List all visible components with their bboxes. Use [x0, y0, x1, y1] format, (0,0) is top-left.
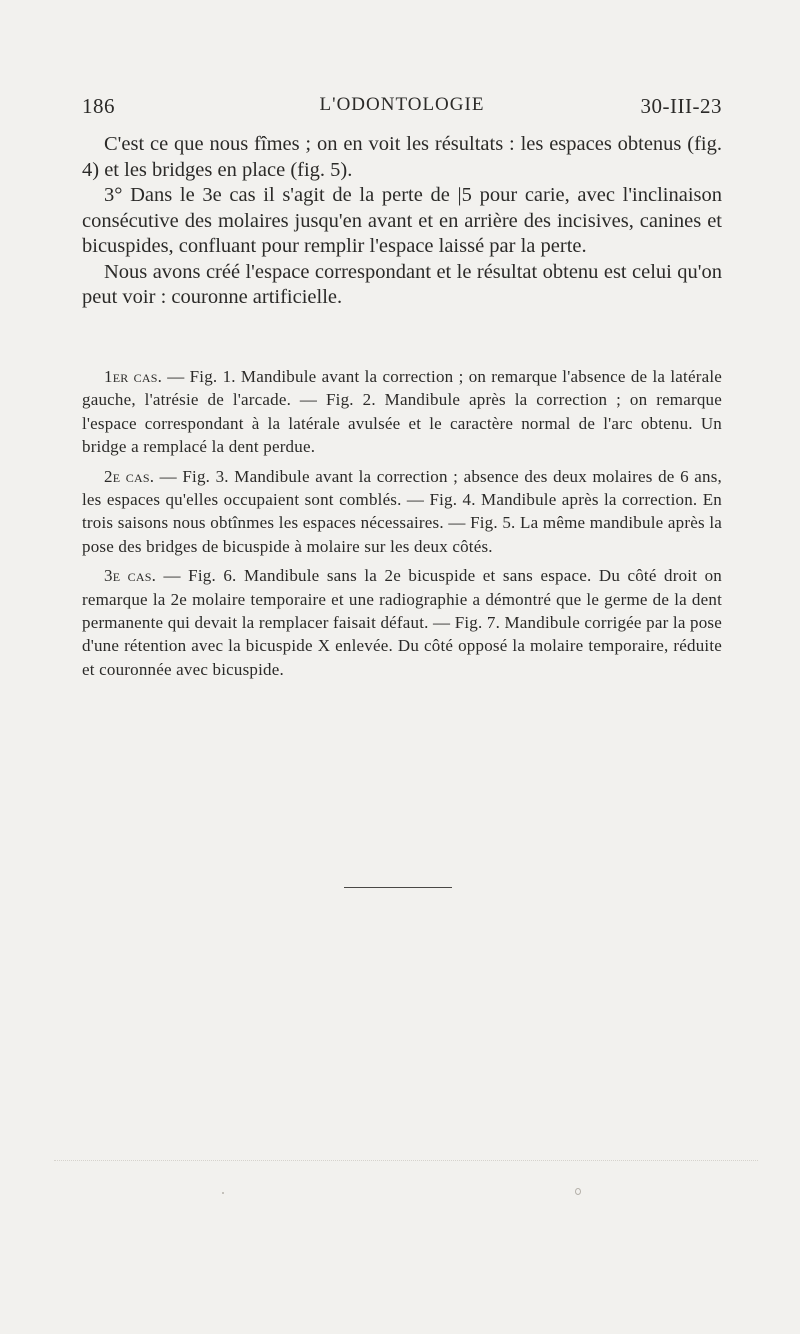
- paper-speck: [575, 1188, 581, 1195]
- paragraph-2: 3° Dans le 3e cas il s'agit de la perte de |5 pour carie, avec l'inclinaison consécutive des molaires jusqu'en avant et en arrière des incisives, canines et bicuspides, confluant pour remplir l'espace laissé par la perte.: [82, 184, 722, 257]
- main-text: [82, 132, 722, 311]
- paragraph-1: C'est ce que nous fîmes ; on en voit les résultats : les espaces obtenus (fig. 4) et les bridges en place (fig. 5).: [82, 133, 722, 181]
- caption-text-case-3: — Fig. 6. Mandibule sans la 2e bicuspide et sans espace. Du côté droit on remarque la 2e molaire temporaire et une radiographie a démontré que le germe de la dent permanente qui devait la remplacer faisait défaut. — Fig. 7. Mandibule corrigée par la pose d'une rétention avec la bicuspide X enlevée. Du côté opposé la molaire temporaire, réduite et couronnée avec bicuspide.: [82, 566, 722, 679]
- page-number: 186: [82, 94, 115, 118]
- caption-text-case-1: — Fig. 1. Mandibule avant la correction ; on remarque l'absence de la latérale gauche, l'atrésie de l'arcade. — Fig. 2. Mandibule après la correction ; on remarque l'espace correspondant à la latérale avulsée et le caractère normal de l'arc obtenu. Un bridge a remplacé la dent perdue.: [82, 367, 722, 457]
- paper-speck: [222, 1192, 224, 1194]
- paragraph-3: Nous avons créé l'espace correspondant et le résultat obtenu est celui qu'on peut voir : couronne artificielle.: [82, 260, 722, 308]
- figure-captions: [82, 365, 722, 687]
- caption-label-case-2: 2e cas.: [104, 466, 155, 486]
- section-separator: [344, 887, 452, 888]
- caption-case-3: [82, 564, 722, 681]
- page-header: [82, 94, 722, 124]
- running-title: L'ODONTOLOGIE: [319, 94, 485, 115]
- caption-case-1: [82, 365, 722, 459]
- faint-rule: [54, 1160, 758, 1161]
- caption-case-2: [82, 465, 722, 559]
- caption-label-case-3: 3e cas.: [104, 566, 157, 586]
- caption-text-case-2: — Fig. 3. Mandibule avant la correction ; absence des deux molaires de 6 ans, les espaces qu'elles occupaient sont comblés. — Fig. 4. Mandibule après la correction. En trois saisons nous obtînmes les espaces nécessaires. — Fig. 5. La même mandibule après la pose des bridges de bicuspide à molaire sur les deux côtés.: [82, 466, 722, 556]
- issue-date: 30-III-23: [640, 94, 722, 118]
- caption-label-case-1: 1er cas.: [104, 367, 163, 386]
